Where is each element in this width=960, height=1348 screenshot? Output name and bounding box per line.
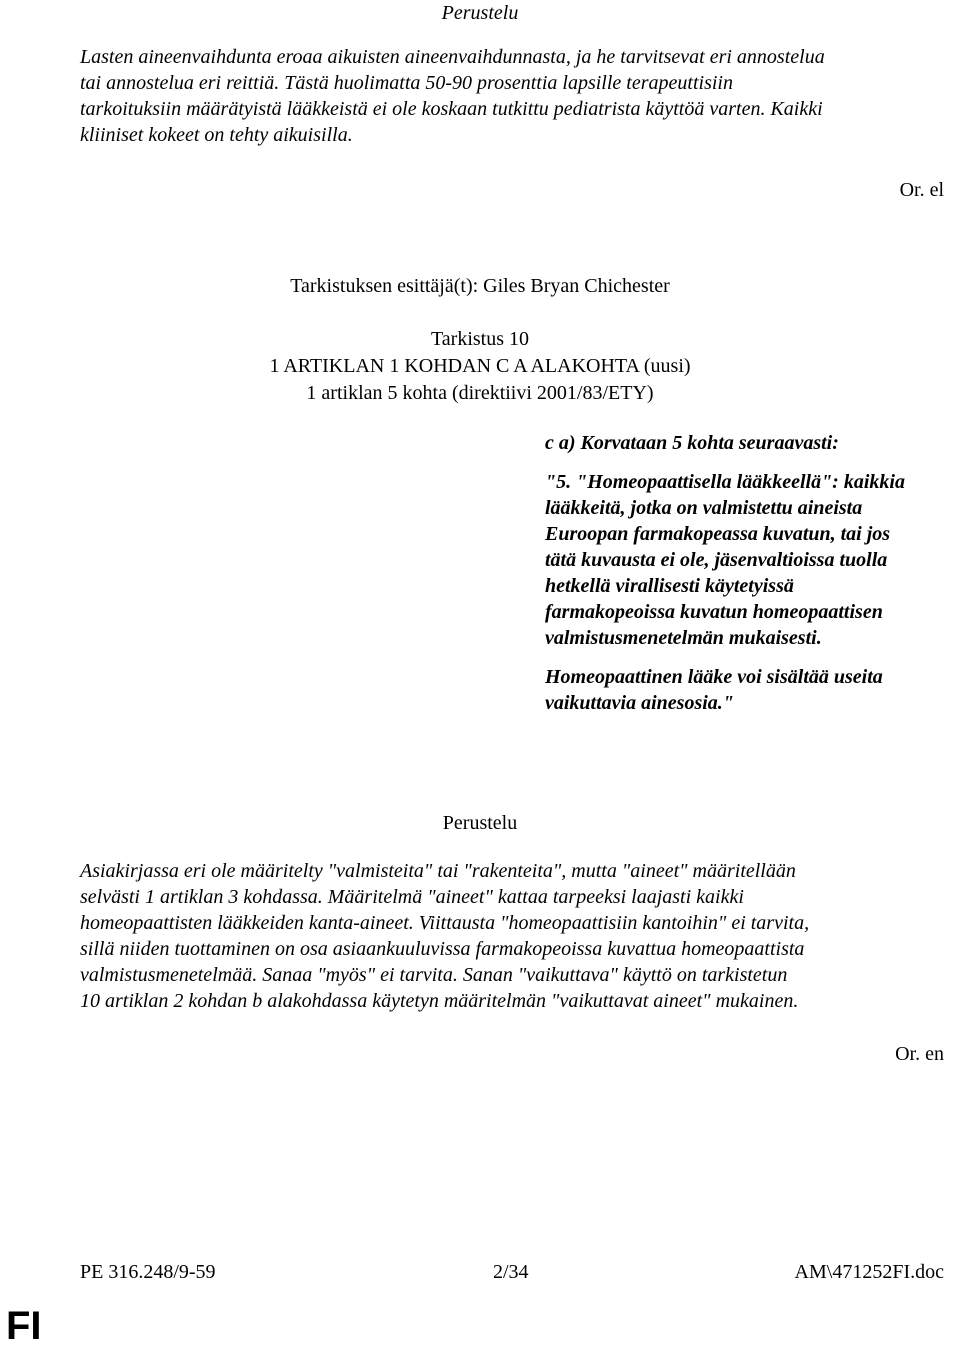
footer-file-name: AM\471252FI.doc xyxy=(794,1261,944,1283)
text-line: tarkoituksiin määrätyistä lääkkeistä ei ole koskaan tutkittu pediatrista käyttöä varten. Kaikki xyxy=(80,98,823,120)
justification-text-2 xyxy=(80,858,950,1014)
text-line: tai annostelua eri reittiä. Tästä huolimatta 50-90 prosenttia lapsille terapeuttisiin xyxy=(80,72,733,94)
amendment-line: valmistusmenetelmän mukaisesti. xyxy=(545,627,822,649)
text-line: kliiniset kokeet on tehty aikuisilla. xyxy=(80,124,353,146)
amendment-line: vaikuttavia ainesosia." xyxy=(545,692,734,714)
text-line: homeopaattisten lääkkeiden kanta-aineet. Viittausta "homeopaattisiin kantoihin" ei tarvita, xyxy=(80,912,810,934)
amendment-text-block-2 xyxy=(545,664,955,716)
original-language-1: Or. el xyxy=(899,179,944,201)
amendment-tabled-by: Tarkistuksen esittäjä(t): Giles Bryan Chichester xyxy=(290,275,670,297)
footer-reference: PE 316.248/9-59 xyxy=(80,1261,216,1283)
amendment-line: "5. "Homeopaattisella lääkkeellä": kaikkia xyxy=(545,471,905,493)
text-line: 10 artiklan 2 kohdan b alakohdassa käytetyn määritelmän "vaikuttavat aineet" mukainen. xyxy=(80,990,799,1012)
amendment-article: 1 ARTIKLAN 1 KOHDAN C A ALAKOHTA (uusi) xyxy=(269,355,691,377)
footer-page-number: 2/34 xyxy=(493,1261,529,1283)
amendment-line: tätä kuvausta ei ole, jäsenvaltioissa tuolla xyxy=(545,549,888,571)
justification-heading-2: Perustelu xyxy=(442,812,518,834)
amendment-reference: 1 artiklan 5 kohta (direktiivi 2001/83/ETY) xyxy=(306,382,654,404)
amendment-line: Euroopan farmakopeassa kuvatun, tai jos xyxy=(545,523,891,545)
amendment-number: Tarkistus 10 xyxy=(430,328,530,350)
text-line: selvästi 1 artiklan 3 kohdassa. Määritelmä "aineet" kattaa tarpeeksi laajasti kaikki xyxy=(80,886,744,908)
text-line: Lasten aineenvaihdunta eroaa aikuisten aineenvaihdunnasta, ja he tarvitsevat eri annostelua xyxy=(80,46,825,68)
original-language-2: Or. en xyxy=(895,1043,944,1065)
text-line: Asiakirjassa eri ole määritelty "valmisteita" tai "rakenteita", mutta "aineet" määritellään xyxy=(80,860,796,882)
amendment-line: lääkkeitä, jotka on valmistettu aineista xyxy=(545,497,863,519)
amendment-text-block-1 xyxy=(545,469,955,651)
text-line: valmistusmenetelmää. Sanaa "myös" ei tarvita. Sanan "vaikuttava" käyttö on tarkistetun xyxy=(80,964,788,986)
amendment-line: farmakopeoissa kuvatun homeopaattisen xyxy=(545,601,883,623)
text-line: sillä niiden tuottaminen on osa asiaankuuluvissa farmakopeoissa kuvattua homeopaattista xyxy=(80,938,805,960)
footer-language-code: FI xyxy=(6,1304,42,1348)
justification-heading-1: Perustelu xyxy=(441,2,519,24)
amendment-intro: c a) Korvataan 5 kohta seuraavasti: xyxy=(545,432,839,454)
amendment-line: hetkellä virallisesti käytetyissä xyxy=(545,575,794,597)
amendment-line: Homeopaattinen lääke voi sisältää useita xyxy=(545,666,883,688)
justification-text-1 xyxy=(80,44,940,148)
